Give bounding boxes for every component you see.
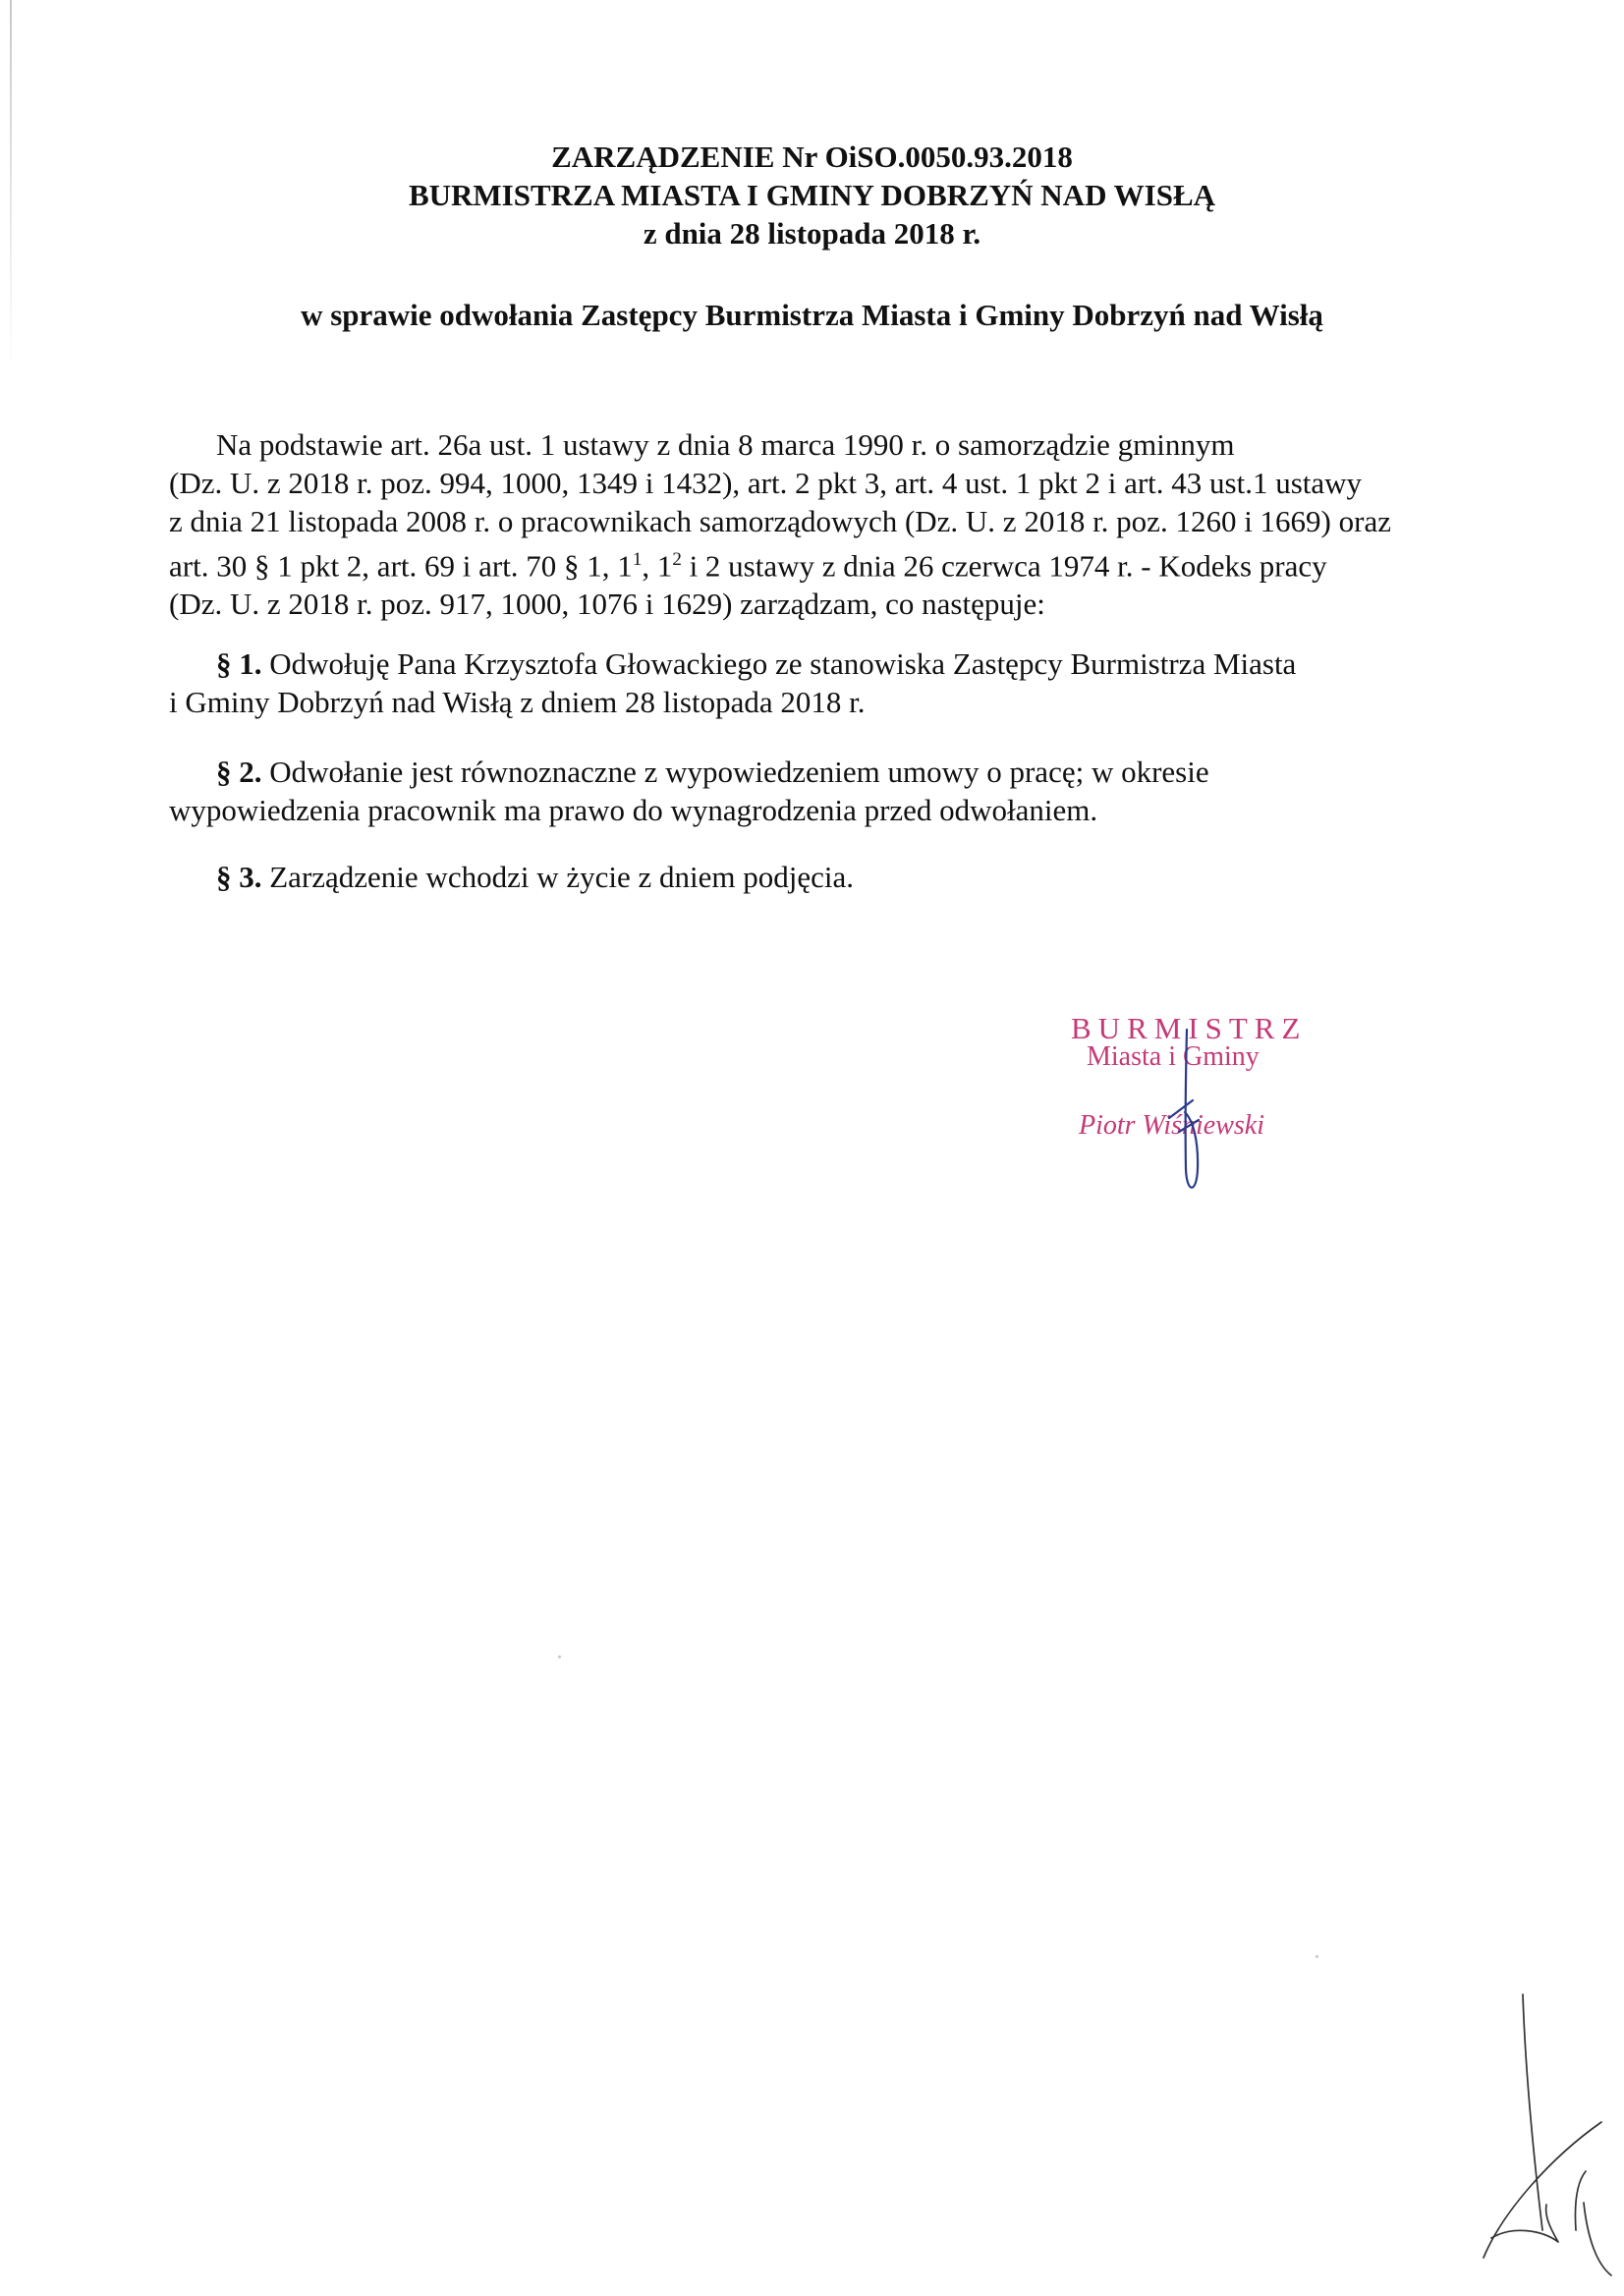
- legal-basis-line: (Dz. U. z 2018 r. poz. 917, 1000, 1076 i 1629) zarządzam, co następuje:: [169, 587, 1045, 622]
- document-header: [0, 138, 1624, 252]
- stamp-subtitle: Miasta i Gminy: [1087, 1041, 1260, 1072]
- section-text: Zarządzenie wchodzi w życie z dniem podjęcia.: [261, 860, 854, 894]
- legal-basis-line: [169, 540, 1450, 585]
- issue-date: z dnia 28 listopada 2018 r.: [643, 216, 981, 251]
- initials-mark: [1474, 1985, 1621, 2279]
- legal-basis-line: Na podstawie art. 26a ust. 1 ustawy z dnia 8 marca 1990 r. o samorządzie gminnym: [216, 427, 1235, 462]
- section-line: wypowiedzenia pracownik ma prawo do wynagrodzenia przed odwołaniem.: [169, 793, 1098, 827]
- legal-basis-paragraph: [169, 425, 1450, 623]
- superscript: 1: [632, 549, 643, 570]
- section-line: [169, 858, 1450, 896]
- superscript: 2: [672, 549, 682, 570]
- handwritten-signature: [1149, 1022, 1228, 1199]
- section-text: Odwołuję Pana Krzysztofa Głowackiego ze stanowiska Zastępcy Burmistrza Miasta: [261, 646, 1297, 681]
- section-text: Odwołanie jest równoznaczne z wypowiedzeniem umowy o pracę; w okresie: [261, 755, 1209, 789]
- ordinance-subject: w sprawie odwołania Zastępcy Burmistrza Miasta i Gminy Dobrzyń nad Wisłą: [301, 298, 1323, 332]
- legal-basis-text: art. 30 § 1 pkt 2, art. 69 i art. 70 § 1, 1: [169, 548, 633, 584]
- scan-speck: [1316, 1955, 1318, 1958]
- legal-basis-line: (Dz. U. z 2018 r. poz. 994, 1000, 1349 i 1432), art. 2 pkt 3, art. 4 ust. 1 pkt 2 i art. 43 ust.1 ustawy: [169, 466, 1363, 500]
- legal-basis-text: i 2 ustawy z dnia 26 czerwca 1974 r. - Kodeks pracy: [681, 548, 1327, 584]
- legal-basis-text: , 1: [642, 548, 673, 584]
- scan-speck: [558, 1655, 561, 1658]
- legal-basis-line: z dnia 21 listopada 2008 r. o pracownikach samorządowych (Dz. U. z 2018 r. poz. 1260 i 1669) oraz: [169, 504, 1391, 538]
- stamp-name: Piotr Wiśniewski: [1079, 1110, 1264, 1141]
- section-line: i Gminy Dobrzyń nad Wisłą z dniem 28 listopada 2018 r.: [169, 685, 866, 719]
- section-3: [169, 858, 1450, 896]
- section-line: [169, 644, 1450, 683]
- section-mark: § 1.: [216, 646, 262, 681]
- section-line: [169, 753, 1450, 791]
- issuing-authority: BURMISTRZA MIASTA I GMINY DOBRZYŃ NAD WISŁĄ: [408, 178, 1216, 212]
- ordinance-number: ZARZĄDZENIE Nr OiSO.0050.93.2018: [551, 140, 1073, 174]
- section-2: [169, 753, 1450, 829]
- stamp-title: BURMISTRZ: [1071, 1011, 1308, 1045]
- section-mark: § 2.: [216, 755, 262, 789]
- section-mark: § 3.: [216, 860, 262, 894]
- section-1: [169, 644, 1450, 721]
